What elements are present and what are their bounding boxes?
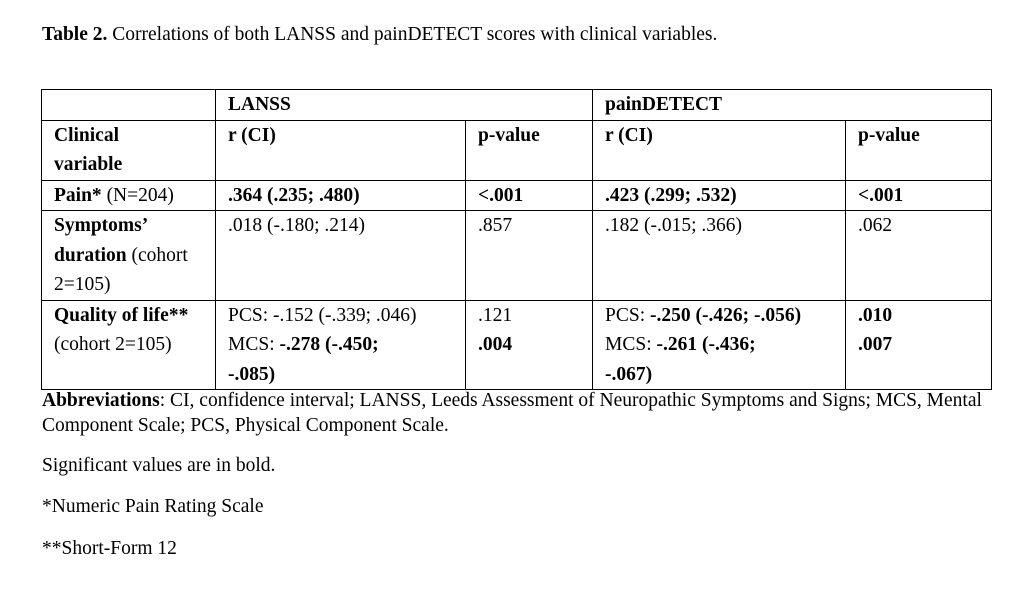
paindetect-r-pain: .423 (.299; .532) [593, 180, 846, 211]
paindetect-p-header: p-value [846, 120, 992, 180]
lanss-p-pain: <.001 [466, 180, 593, 211]
column-header-row [42, 120, 992, 180]
significance-note: Significant values are in bold. [42, 455, 276, 476]
lanss-p-header: p-value [466, 120, 593, 180]
table-caption [42, 22, 717, 48]
row-label-pain: Pain* (N=204) [42, 180, 216, 211]
row-label-qol: Quality of life** (cohort 2=105) [42, 300, 216, 390]
lanss-r-pain: .364 (.235; .480) [216, 180, 466, 211]
paindetect-group-header: painDETECT [593, 90, 992, 121]
caption-label: Table 2. [42, 24, 108, 45]
footnote-sf12: **Short-Form 12 [42, 538, 177, 559]
paindetect-p-qol: .010 .007 [846, 300, 992, 390]
paindetect-r-header: r (CI) [593, 120, 846, 180]
lanss-r-header: r (CI) [216, 120, 466, 180]
paindetect-p-pain: <.001 [846, 180, 992, 211]
lanss-group-header: LANSS [216, 90, 593, 121]
lanss-r-qol: PCS: -.152 (-.339; .046) MCS: -.278 (-.450; -.085) [216, 300, 466, 390]
abbreviations-note: Abbreviations: CI, confidence interval; LANSS, Leeds Assessment of Neuropathic Symptoms and Signs; MCS, Mental Component Scale; PCS, Physical Component Scale. [42, 390, 982, 436]
caption-text: Correlations of both LANSS and painDETECT scores with clinical variables. [107, 24, 718, 45]
footnote-pain-scale: *Numeric Pain Rating Scale [42, 496, 264, 517]
clinical-variable-header [42, 120, 216, 180]
paindetect-r-symptoms: .182 (-.015; .366) [593, 211, 846, 301]
lanss-p-qol: .121 .004 [466, 300, 593, 390]
lanss-r-symptoms: .018 (-.180; .214) [216, 211, 466, 301]
header-line: variable [54, 154, 123, 175]
paindetect-r-qol: PCS: -.250 (-.426; -.056) MCS: -.261 (-.436; -.067) [593, 300, 846, 390]
correlation-table [41, 89, 992, 390]
table-row-pain [42, 180, 992, 211]
paindetect-p-symptoms: .062 [846, 211, 992, 301]
row-label-symptoms: Symptoms’ duration (cohort 2=105) [42, 211, 216, 301]
header-line: Clinical [54, 124, 120, 146]
table-notes [42, 389, 1002, 559]
table-row-symptoms [42, 211, 992, 301]
group-header-row [42, 90, 992, 121]
lanss-p-symptoms: .857 [466, 211, 593, 301]
empty-header-cell [42, 90, 216, 121]
table-row-quality-of-life [42, 300, 992, 390]
